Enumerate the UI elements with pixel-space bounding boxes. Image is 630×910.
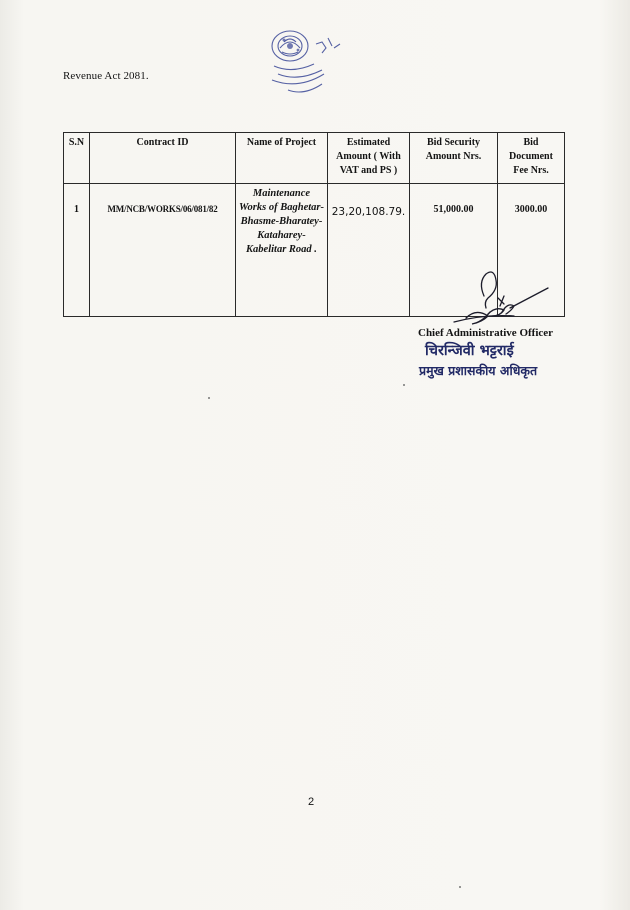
officer-title: Chief Administrative Officer: [418, 327, 554, 339]
cell-project-name: Maintenance Works of Baghetar-Bhasme-Bharatey-Kataharey-Kabelitar Road .: [236, 184, 328, 317]
cell-bid-security: 51,000.00: [410, 184, 498, 317]
table-header-row: [64, 133, 565, 184]
column-header-bid-security: Bid Security Amount Nrs.: [410, 133, 498, 184]
cell-sn: 1: [64, 184, 90, 317]
column-header-contract-id: Contract ID: [90, 133, 236, 184]
officer-name: चिरन्जिवी भट्टराई: [425, 343, 514, 359]
intro-text: Revenue Act 2081.: [63, 70, 149, 82]
cell-estimated-amount: 23,20,108.79.: [328, 184, 410, 317]
column-header-project-name: Name of Project: [236, 133, 328, 184]
signature: [440, 256, 560, 336]
office-seal: [254, 18, 354, 110]
officer-role: प्रमुख प्रशासकीय अधिकृत: [419, 363, 538, 378]
seal-stamp-icon: [254, 18, 354, 110]
scan-speck: [459, 886, 461, 888]
column-header-document-fee: Bid Document Fee Nrs.: [498, 133, 565, 184]
column-header-estimated-amount: Estimated Amount ( With VAT and PS ): [328, 133, 410, 184]
column-header-sn: S.N: [64, 133, 90, 184]
signature-icon: [440, 256, 560, 336]
scan-speck: [208, 397, 210, 399]
cell-contract-id: MM/NCB/WORKS/06/081/82: [90, 184, 236, 317]
page-number: 2: [308, 796, 315, 808]
scan-speck: [403, 384, 405, 386]
cell-document-fee: 3000.00: [498, 184, 565, 317]
